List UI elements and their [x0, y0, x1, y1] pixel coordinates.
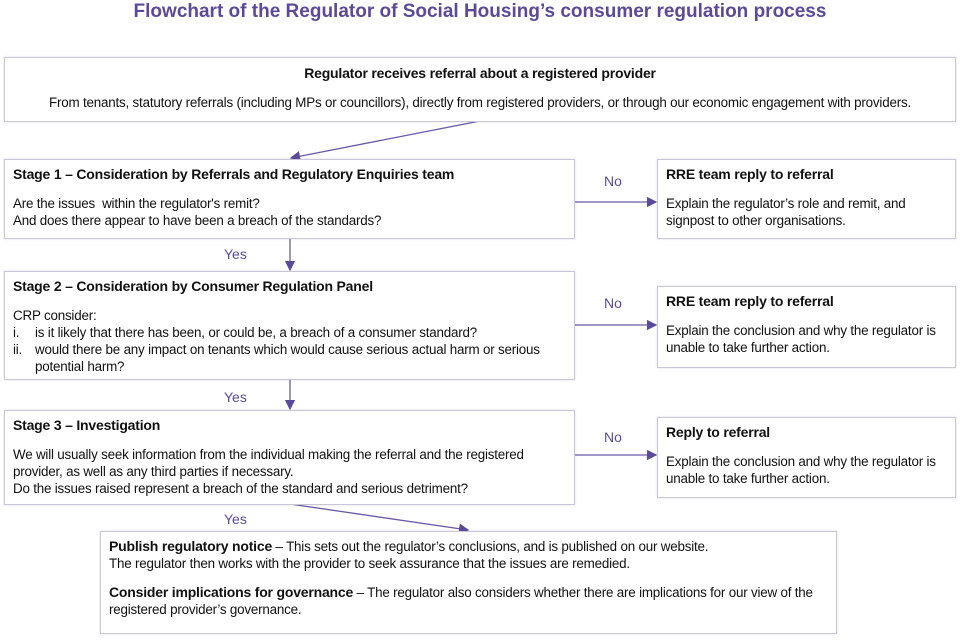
stage3-box: [4, 410, 575, 505]
governance-text: – The regulator also considers whether there are implications for our view of the registered provider’s governance.: [109, 585, 813, 617]
reply1-box: [657, 159, 956, 239]
publish-notice-text: – This sets out the regulator’s conclusions, and is published on our website.: [272, 539, 709, 554]
referral-heading: Regulator receives referral about a registered provider: [304, 65, 656, 81]
reply2-body: Explain the conclusion and why the regulator is unable to take further action.: [666, 323, 936, 355]
reply2-heading: RRE team reply to referral: [666, 293, 834, 309]
stage1-line: And does there appear to have been a breach of the standards?: [13, 213, 382, 228]
no-label: No: [604, 295, 622, 311]
outcome-box: [100, 531, 837, 634]
publish-notice-title: Publish regulatory notice: [109, 538, 273, 554]
publish-notice: [109, 538, 828, 555]
criterion-text: would there be any impact on tenants which would cause serious actual harm or serious potential harm?: [35, 342, 540, 374]
reply1-body: Explain the regulator’s role and remit, and signpost to other organisations.: [666, 196, 906, 228]
stage2-intro: CRP consider:: [13, 308, 97, 323]
criterion-number: i.: [13, 325, 20, 340]
criterion-item: [13, 324, 566, 341]
publish-notice-line2: The regulator then works with the provider to seek assurance that the issues are remedied.: [109, 556, 630, 571]
arrow-referral-to-stage1: [291, 121, 480, 158]
reply3-body: Explain the conclusion and why the regulator is unable to take further action.: [666, 454, 936, 486]
stage2-box: [4, 271, 575, 380]
governance-note: [109, 584, 828, 618]
stage1-box: [4, 159, 575, 239]
stage3-heading: Stage 3 – Investigation: [13, 417, 161, 433]
arrow-stage3-yes: [290, 504, 468, 530]
governance-title: Consider implications for governance: [109, 584, 354, 600]
no-label: No: [604, 173, 622, 189]
page-title: Flowchart of the Regulator of Social Housing’s consumer regulation process: [133, 1, 827, 22]
stage1-heading: Stage 1 – Consideration by Referrals and Regulatory Enquiries team: [13, 166, 455, 182]
referral-body: From tenants, statutory referrals (including MPs or councillors), directly from registered providers, or through our economic engagement with providers.: [49, 95, 911, 110]
no-label: No: [604, 429, 622, 445]
referral-box: [4, 57, 956, 122]
yes-label: Yes: [224, 246, 247, 262]
reply2-box: [657, 286, 956, 368]
reply3-heading: Reply to referral: [666, 424, 770, 440]
yes-label: Yes: [224, 511, 247, 527]
criterion-item: [13, 341, 566, 375]
stage1-line: Are the issues within the regulator's remit?: [13, 196, 260, 211]
criterion-number: ii.: [13, 342, 23, 357]
stage3-line: We will usually seek information from the individual making the referral and the registered provider, as well as any third parties if necessary.: [13, 447, 524, 479]
reply1-heading: RRE team reply to referral: [666, 166, 834, 182]
stage2-criteria: [13, 324, 566, 375]
stage2-heading: Stage 2 – Consideration by Consumer Regulation Panel: [13, 278, 373, 294]
criterion-text: is it likely that there has been, or could be, a breach of a consumer standard?: [35, 325, 477, 340]
reply3-box: [657, 417, 956, 498]
yes-label: Yes: [224, 389, 247, 405]
stage3-line: Do the issues raised represent a breach of the standard and serious detriment?: [13, 481, 468, 496]
